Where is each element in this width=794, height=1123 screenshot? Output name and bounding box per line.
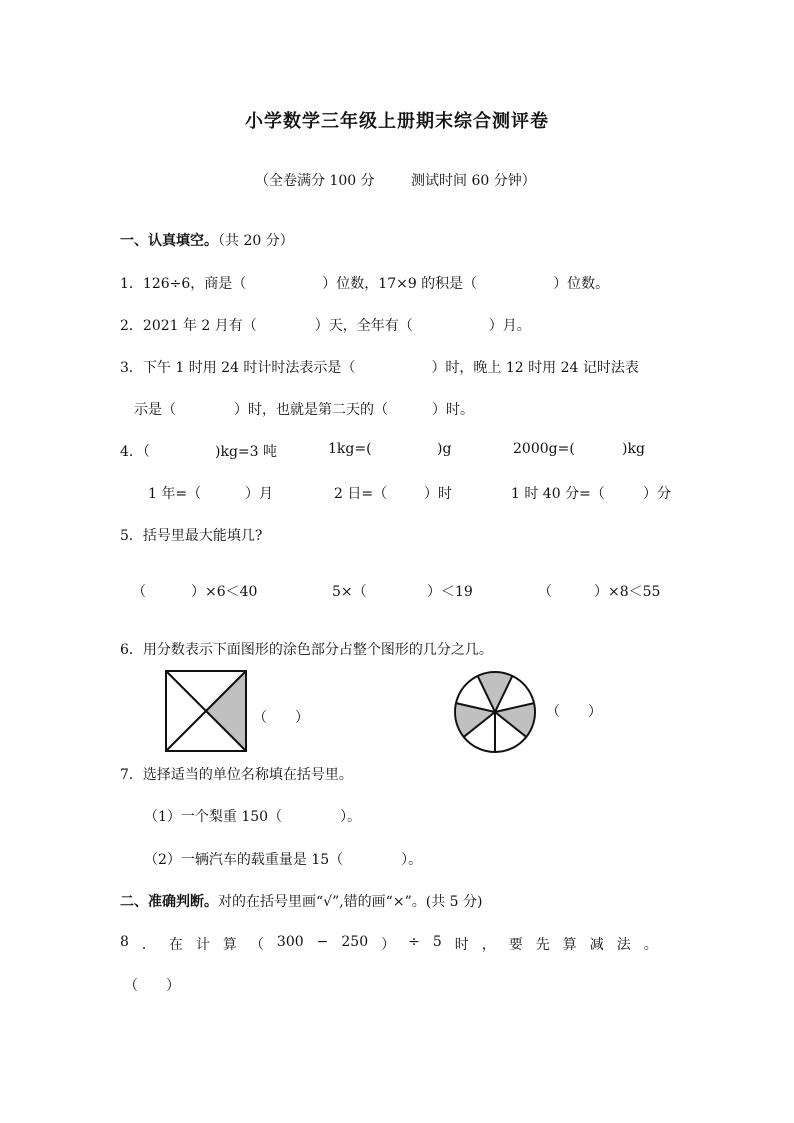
q7-item-1-text: （1）一个梨重 150（ [144,809,283,825]
section1-score: （共 20 分） [218,233,294,249]
q8-token: ， [481,937,496,953]
q4-item-6b: ）分 [643,486,671,502]
question-1 [120,273,609,293]
square-figure [165,670,247,752]
q1-part-c: ）位数。 [553,276,610,292]
section2-instructions: 对的在括号里画“√”,错的画“×”。(共 5 分) [218,894,483,910]
q4-item-4b: ）月 [245,486,273,502]
q8-token: ÷ [408,934,420,950]
q5-item-c-left: （ [538,584,552,600]
q4-item-3a: 2000g=( [513,441,575,457]
shaded-triangle [206,671,246,751]
q8-token: 先 [535,937,550,953]
q4-item-5b: ）时 [424,486,452,502]
section1-heading [120,230,294,250]
q7-item-2-text: （2）一辆汽车的载重量是 15（ [144,852,344,868]
time-note: 测试时间 60 分钟） [411,173,536,189]
q5-item-a-right: ）×6＜40 [191,584,258,600]
q4-item-2a: 1kg=( [328,441,372,457]
q7-item-2 [144,849,422,869]
q4-item-2b: )g [437,441,452,457]
q1-part-a: 1．126÷6，商是（ [120,276,247,292]
q3-line1-a: 3．下午 1 时用 24 时计时法表示是（ [120,360,356,376]
shaded-sector [478,673,512,712]
q8-token: 法 [616,937,631,953]
q7-item-1-end: ）。 [340,809,362,825]
question-5: 5．括号里最大能填几? [120,528,263,544]
q8-token: 算 [562,937,577,953]
q3-line2-c: ）时。 [432,402,474,418]
section1-title: 一、认真填空。 [120,233,218,249]
q6-blank-circle[interactable]: （ ） [546,704,602,720]
q2-part-b: ）天，全年有（ [314,318,413,334]
q5-item-b-left: 5×（ [332,584,367,600]
q5-item-a-left: （ [132,584,146,600]
section2-title: 二、准确判断。 [120,894,218,910]
q8-token: 时 [454,937,469,953]
q8-token: 8 [120,934,129,950]
q8-token: 250 [341,934,369,950]
q7-item-2-end: ）。 [401,852,423,868]
q4-item-3b: )kg [622,441,645,457]
q8-token: 300 [276,934,304,950]
q8-token: ） [381,937,396,953]
question-7: 7．选择适当的单位名称填在括号里。 [120,767,353,783]
q3-line2-a: 示是（ [134,402,176,418]
q8-token: （ [249,937,264,953]
q8-token: 减 [589,937,604,953]
page-title: 小学数学三年级上册期末综合测评卷 [245,111,549,132]
question-3-line1 [120,357,639,377]
q8-token: − [316,934,329,950]
q8-token: 。 [643,937,658,953]
q5-item-b-right: ）＜19 [427,584,473,600]
q8-answer-blank[interactable]: （ ） [124,978,180,994]
circle-figure [453,670,537,754]
question-2 [120,315,531,335]
q8-token: 5 [432,934,442,950]
q8-token: 要 [508,937,523,953]
q3-line2-b: ）时，也就是第二天的（ [234,402,388,418]
q8-token: ． [141,937,156,953]
q8-token: 算 [222,937,237,953]
q5-item-c-right: ）×8＜55 [594,584,661,600]
q2-part-a: 2．2021 年 2 月有（ [120,318,257,334]
full-score-note: （全卷满分 100 分 [255,173,375,189]
q1-part-b: ）位数，17×9 的积是（ [322,276,478,292]
question-6: 6．用分数表示下面图形的涂色部分占整个图形的几分之几。 [120,642,493,658]
q2-part-c: ）月。 [488,318,531,334]
q8-token: 计 [195,937,210,953]
q4-item-4a: 1 年=（ [148,486,202,502]
question-3-line2 [134,399,474,419]
question-8 [120,934,658,954]
q4-item-6a: 1 时 40 分=（ [511,486,605,502]
q4-item-1b: )kg=3 吨 [215,444,277,460]
q7-item-1 [144,806,361,826]
q4-item-1a: 4．（ [120,444,150,460]
q4-item-5a: 2 日=（ [334,486,388,502]
q3-line1-b: ）时，晚上 12 时用 24 记时法表 [431,360,639,376]
q6-blank-square[interactable]: （ ） [253,710,309,726]
section2-heading [120,891,482,911]
q8-token: 在 [168,937,183,953]
